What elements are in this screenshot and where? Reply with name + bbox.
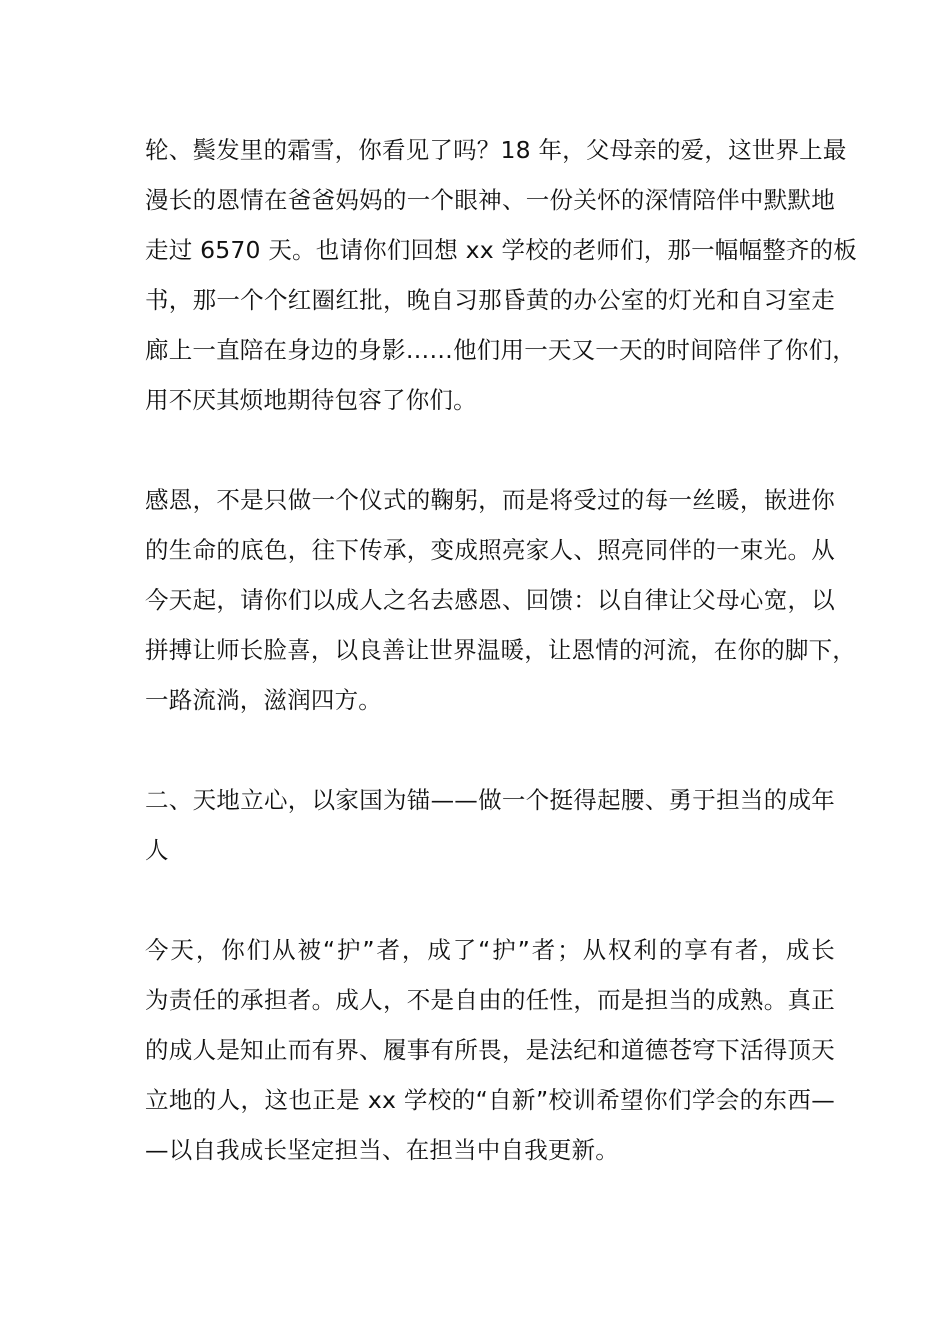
paragraph-gratitude-meaning: [145, 475, 856, 725]
section-heading-two: [145, 775, 835, 875]
text-line: —以自我成长坚定担当、在担当中自我更新。: [145, 1136, 619, 1164]
text-line: 的生命的底色，往下传承，变成照亮家人、照亮同伴的一束光。从: [145, 536, 835, 564]
text-line: 为责任的承担者。成人，不是自由的任性，而是担当的成熟。真正: [145, 986, 835, 1014]
text-line: 漫长的恩情在爸爸妈妈的一个眼神、一份关怀的深情陪伴中默默地: [145, 186, 835, 214]
paragraph-responsibility: [145, 925, 835, 1175]
text-line: 用不厌其烦地期待包容了你们。: [145, 386, 477, 414]
text-line: 轮、鬓发里的霜雪，你看见了吗？18 年，父母亲的爱，这世界上最: [145, 136, 847, 164]
text-line: 廊上一直陪在身边的身影……他们用一天又一天的时间陪伴了你们，: [145, 336, 856, 364]
text-line: 书，那一个个红圈红批，晚自习那昏黄的办公室的灯光和自习室走: [145, 286, 835, 314]
text-line: 感恩，不是只做一个仪式的鞠躬，而是将受过的每一丝暖，嵌进你: [145, 486, 835, 514]
heading-line: 人: [145, 836, 169, 864]
text-line: 立地的人，这也正是 xx 学校的“自新”校训希望你们学会的东西—: [145, 1086, 835, 1114]
text-line: 走过 6570 天。也请你们回想 xx 学校的老师们，那一幅幅整齐的板: [145, 236, 857, 264]
text-line: 拼搏让师长脸喜，以良善让世界温暖，让恩情的河流，在你的脚下，: [145, 636, 856, 664]
paragraph-gratitude-parents-teachers: [145, 125, 857, 425]
text-line: 一路流淌，滋润四方。: [145, 686, 382, 714]
heading-line: 二、天地立心，以家国为锚——做一个挺得起腰、勇于担当的成年: [145, 786, 835, 814]
text-line: 的成人是知止而有界、履事有所畏，是法纪和道德苍穹下活得顶天: [145, 1036, 835, 1064]
text-line: 今天起，请你们以成人之名去感恩、回馈：以自律让父母心宽，以: [145, 586, 835, 614]
text-line: 今天，你们从被“护”者，成了“护”者；从权利的享有者，成长: [145, 936, 835, 964]
